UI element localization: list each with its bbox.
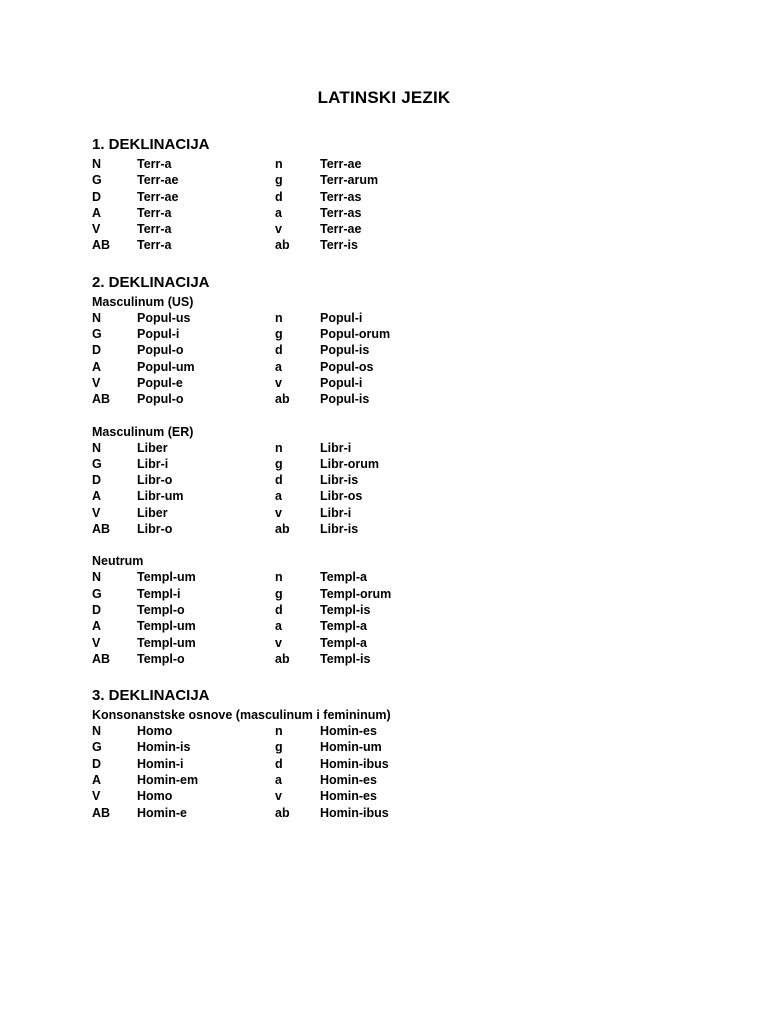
case-plural: ab bbox=[275, 805, 290, 820]
spacer bbox=[92, 408, 692, 424]
form-singular: Terr-ae bbox=[137, 173, 179, 188]
form-plural: Terr-ae bbox=[320, 157, 362, 171]
form-plural: Libr-os bbox=[320, 489, 363, 504]
case-plural: ab bbox=[275, 392, 290, 407]
table-row bbox=[92, 723, 692, 739]
form-plural: Homin-es bbox=[320, 773, 377, 788]
case-singular: AB bbox=[92, 651, 111, 666]
form-plural: Homin-ibus bbox=[320, 756, 389, 771]
case-singular: V bbox=[92, 635, 101, 650]
table-row bbox=[92, 788, 692, 804]
spacer bbox=[92, 667, 692, 685]
form-singular: Popul-um bbox=[137, 359, 195, 374]
case-singular: V bbox=[92, 505, 101, 520]
form-plural: Libr-i bbox=[320, 440, 352, 455]
form-plural: Terr-ae bbox=[320, 222, 362, 237]
form-singular: Popul-us bbox=[137, 310, 191, 325]
table-row bbox=[92, 359, 692, 375]
form-plural: Templ-orum bbox=[320, 586, 392, 601]
table-row bbox=[92, 375, 692, 391]
table-row bbox=[92, 505, 692, 521]
case-plural: g bbox=[275, 740, 283, 755]
form-singular: Popul-o bbox=[137, 343, 184, 358]
form-plural: Terr-as bbox=[320, 189, 362, 204]
case-singular: G bbox=[92, 456, 102, 471]
case-plural: ab bbox=[275, 238, 290, 253]
case-plural: g bbox=[275, 586, 283, 601]
case-singular: G bbox=[92, 173, 102, 188]
form-singular: Terr-a bbox=[137, 205, 172, 220]
table-row bbox=[92, 635, 692, 651]
case-singular: V bbox=[92, 222, 101, 237]
form-plural: Libr-i bbox=[320, 505, 352, 520]
section-deklinacija-2 bbox=[92, 272, 692, 667]
group-subheading: Konsonanstske osnove (masculinum i femininum) bbox=[92, 708, 391, 723]
form-singular: Libr-um bbox=[137, 489, 184, 504]
case-singular: N bbox=[92, 570, 102, 585]
case-singular: AB bbox=[92, 522, 111, 537]
table-row bbox=[92, 472, 692, 488]
case-singular: V bbox=[92, 789, 101, 804]
declension-table bbox=[92, 569, 692, 667]
table-row bbox=[92, 189, 692, 205]
form-plural: Libr-orum bbox=[320, 456, 380, 471]
table-row bbox=[92, 521, 692, 537]
form-plural: Popul-is bbox=[320, 392, 370, 407]
case-singular: V bbox=[92, 375, 101, 390]
case-plural: v bbox=[275, 222, 282, 237]
case-plural: a bbox=[275, 359, 282, 374]
case-singular: D bbox=[92, 343, 102, 358]
form-plural: Homin-ibus bbox=[320, 805, 389, 820]
case-plural: ab bbox=[275, 651, 290, 666]
case-singular: G bbox=[92, 327, 102, 342]
form-singular: Templ-o bbox=[137, 602, 185, 617]
form-plural: Libr-is bbox=[320, 473, 359, 488]
table-row bbox=[92, 739, 692, 755]
table-row bbox=[92, 342, 692, 358]
case-plural: ab bbox=[275, 522, 290, 537]
table-row bbox=[92, 602, 692, 618]
table-row bbox=[92, 156, 692, 172]
case-plural: a bbox=[275, 619, 282, 634]
form-singular: Libr-o bbox=[137, 473, 173, 488]
table-row bbox=[92, 326, 692, 342]
form-singular: Homo bbox=[137, 789, 173, 804]
case-singular: A bbox=[92, 205, 102, 220]
form-singular: Terr-ae bbox=[137, 189, 179, 204]
form-plural: Homin-es bbox=[320, 789, 377, 804]
case-plural: d bbox=[275, 602, 283, 617]
form-singular: Liber bbox=[137, 440, 168, 455]
form-singular: Terr-a bbox=[137, 238, 172, 253]
table-row bbox=[92, 586, 692, 602]
case-plural: g bbox=[275, 327, 283, 342]
form-plural: Libr-is bbox=[320, 522, 359, 537]
table-row bbox=[92, 569, 692, 585]
form-plural: Terr-arum bbox=[320, 173, 379, 188]
table-row bbox=[92, 221, 692, 237]
form-singular: Homo bbox=[137, 724, 173, 739]
case-singular: G bbox=[92, 586, 102, 601]
table-row bbox=[92, 205, 692, 221]
section-heading: 3. DEKLINACIJA bbox=[92, 687, 210, 705]
table-row bbox=[92, 618, 692, 634]
case-plural: v bbox=[275, 789, 282, 804]
group-subheading: Neutrum bbox=[92, 554, 144, 569]
case-singular: N bbox=[92, 724, 102, 739]
form-plural: Templ-is bbox=[320, 651, 371, 666]
table-row bbox=[92, 756, 692, 772]
case-singular: AB bbox=[92, 805, 111, 820]
document-title: LATINSKI JEZIK bbox=[317, 88, 451, 107]
case-plural: n bbox=[275, 570, 283, 585]
form-singular: Liber bbox=[137, 505, 168, 520]
section-deklinacija-1 bbox=[92, 134, 692, 254]
form-singular: Popul-i bbox=[137, 327, 180, 342]
table-row bbox=[92, 488, 692, 504]
group-subheading: Masculinum (US) bbox=[92, 294, 194, 309]
case-singular: AB bbox=[92, 392, 111, 407]
spacer bbox=[92, 254, 692, 272]
case-plural: n bbox=[275, 310, 283, 325]
form-singular: Homin-e bbox=[137, 805, 187, 820]
form-singular: Templ-um bbox=[137, 635, 196, 650]
form-plural: Templ-a bbox=[320, 635, 367, 650]
form-singular: Templ-o bbox=[137, 651, 185, 666]
case-plural: g bbox=[275, 173, 283, 188]
table-row bbox=[92, 805, 692, 821]
case-singular: D bbox=[92, 602, 102, 617]
form-singular: Homin-i bbox=[137, 756, 184, 771]
spacer bbox=[92, 537, 692, 553]
form-singular: Libr-i bbox=[137, 456, 169, 471]
case-plural: v bbox=[275, 635, 282, 650]
case-plural: v bbox=[275, 375, 282, 390]
case-singular: D bbox=[92, 756, 102, 771]
declension-table bbox=[92, 440, 692, 538]
form-plural: Popul-i bbox=[320, 375, 363, 390]
declension-table bbox=[92, 156, 692, 254]
form-singular: Popul-o bbox=[137, 392, 184, 407]
case-singular: A bbox=[92, 489, 102, 504]
case-plural: a bbox=[275, 489, 282, 504]
form-plural: Terr-is bbox=[320, 238, 358, 253]
form-singular: Libr-o bbox=[137, 522, 173, 537]
group-subheading: Masculinum (ER) bbox=[92, 424, 194, 439]
case-singular: D bbox=[92, 473, 102, 488]
table-row bbox=[92, 237, 692, 253]
case-plural: v bbox=[275, 505, 282, 520]
form-singular: Templ-um bbox=[137, 619, 196, 634]
document-content bbox=[92, 134, 692, 821]
case-singular: AB bbox=[92, 238, 111, 253]
case-singular: N bbox=[92, 157, 102, 171]
form-singular: Terr-a bbox=[137, 157, 172, 171]
case-singular: A bbox=[92, 773, 102, 788]
section-deklinacija-3 bbox=[92, 685, 692, 821]
form-singular: Homin-em bbox=[137, 773, 199, 788]
form-singular: Homin-is bbox=[137, 740, 191, 755]
table-row bbox=[92, 772, 692, 788]
case-singular: G bbox=[92, 740, 102, 755]
form-plural: Popul-is bbox=[320, 343, 370, 358]
case-singular: A bbox=[92, 359, 102, 374]
case-plural: d bbox=[275, 756, 283, 771]
form-singular: Templ-um bbox=[137, 570, 196, 585]
form-singular: Popul-e bbox=[137, 375, 183, 390]
section-heading: 2. DEKLINACIJA bbox=[92, 273, 210, 291]
table-row bbox=[92, 456, 692, 472]
form-singular: Terr-a bbox=[137, 222, 172, 237]
form-plural: Homin-um bbox=[320, 740, 382, 755]
table-row bbox=[92, 440, 692, 456]
table-row bbox=[92, 391, 692, 407]
form-plural: Popul-i bbox=[320, 310, 363, 325]
case-plural: a bbox=[275, 205, 282, 220]
case-plural: d bbox=[275, 473, 283, 488]
case-singular: D bbox=[92, 189, 102, 204]
declension-table bbox=[92, 310, 692, 408]
declension-table bbox=[92, 723, 692, 821]
section-heading: 1. DEKLINACIJA bbox=[92, 136, 210, 153]
case-plural: d bbox=[275, 343, 283, 358]
form-plural: Templ-a bbox=[320, 570, 367, 585]
table-row bbox=[92, 172, 692, 188]
form-plural: Popul-orum bbox=[320, 327, 391, 342]
form-plural: Popul-os bbox=[320, 359, 374, 374]
case-plural: a bbox=[275, 773, 282, 788]
form-plural: Templ-a bbox=[320, 619, 367, 634]
form-plural: Homin-es bbox=[320, 724, 377, 739]
case-singular: N bbox=[92, 440, 102, 455]
table-row bbox=[92, 310, 692, 326]
form-plural: Templ-is bbox=[320, 602, 371, 617]
case-singular: A bbox=[92, 619, 102, 634]
form-singular: Templ-i bbox=[137, 586, 181, 601]
case-plural: g bbox=[275, 456, 283, 471]
form-plural: Terr-as bbox=[320, 205, 362, 220]
case-plural: n bbox=[275, 440, 283, 455]
table-row bbox=[92, 651, 692, 667]
case-plural: n bbox=[275, 157, 283, 171]
case-plural: n bbox=[275, 724, 283, 739]
case-singular: N bbox=[92, 310, 102, 325]
case-plural: d bbox=[275, 189, 283, 204]
